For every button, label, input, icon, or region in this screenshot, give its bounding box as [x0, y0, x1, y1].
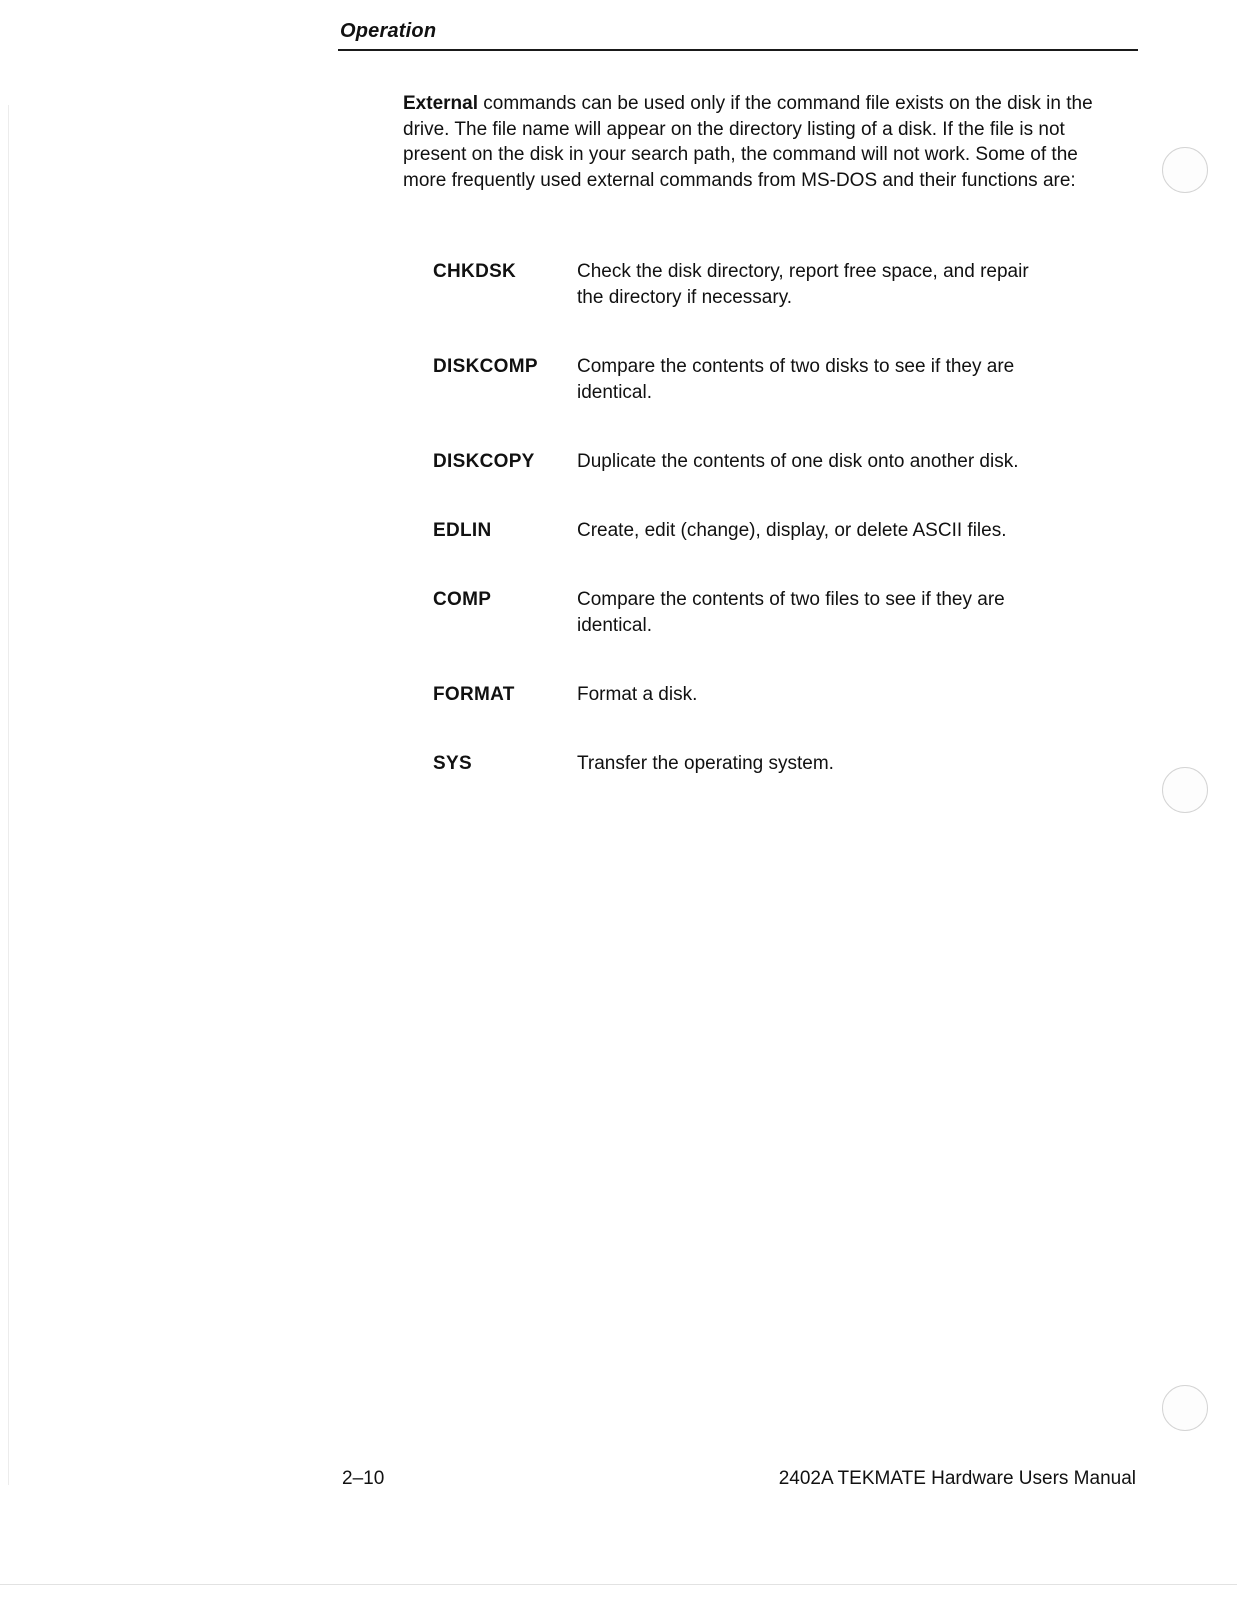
binder-hole-icon — [1162, 1385, 1208, 1431]
page-number: 2–10 — [342, 1468, 385, 1489]
command-description: Format a disk. — [577, 684, 698, 705]
section-header: Operation — [340, 20, 437, 42]
page-edge-left — [8, 105, 9, 1485]
command-name: CHKDSK — [433, 261, 517, 282]
command-description: Compare the contents of two disks to see if they are identical. — [577, 356, 1015, 403]
intro-text: commands can be used only if the command file exists on the disk in the drive. The file name will appear on the directory listing of a disk. If the file is not present on the disk in your search path, the command will not work. Some of the more frequently used external commands from MS-DOS and their functions are: — [403, 93, 1093, 191]
command-name: FORMAT — [433, 684, 515, 705]
command-description: Create, edit (change), display, or delete ASCII files. — [577, 520, 1007, 541]
command-description: Duplicate the contents of one disk onto another disk. — [577, 451, 1019, 472]
command-name: COMP — [433, 589, 492, 610]
command-description: Check the disk directory, report free space, and repair the directory if necessary. — [577, 261, 1029, 308]
command-description: Compare the contents of two files to see if they are identical. — [577, 589, 1005, 636]
intro-paragraph — [403, 91, 1123, 193]
command-name: DISKCOPY — [433, 451, 535, 472]
binder-hole-icon — [1162, 147, 1208, 193]
page-edge-bottom — [0, 1584, 1237, 1585]
command-name: EDLIN — [433, 520, 492, 541]
header-rule — [338, 49, 1138, 51]
manual-title: 2402A TEKMATE Hardware Users Manual — [778, 1468, 1136, 1489]
intro-lead-term: External — [403, 93, 478, 114]
command-name: DISKCOMP — [433, 356, 538, 377]
command-description: Transfer the operating system. — [577, 753, 834, 774]
binder-hole-icon — [1162, 767, 1208, 813]
command-name: SYS — [433, 753, 472, 774]
